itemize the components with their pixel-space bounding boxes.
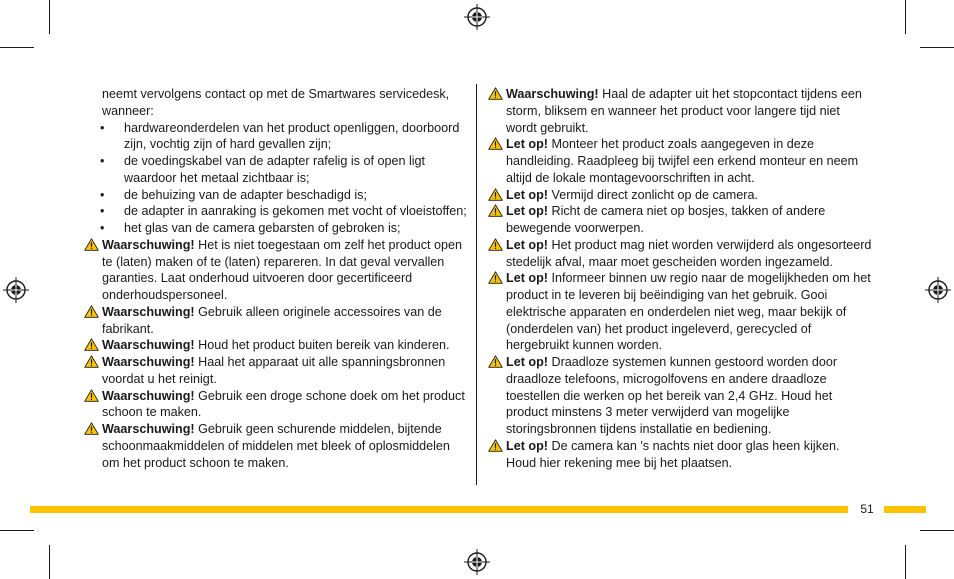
warning-triangle-icon bbox=[488, 188, 503, 201]
bullet-marker: • bbox=[100, 154, 105, 168]
crop-mark bbox=[905, 545, 906, 579]
bullet-marker: • bbox=[100, 204, 105, 219]
list-item bbox=[84, 153, 469, 187]
registration-mark-icon bbox=[925, 277, 951, 303]
caution-note bbox=[488, 438, 873, 472]
warning-triangle-icon bbox=[488, 271, 503, 284]
note-text: Het is niet toegestaan om zelf het product open te (laten) maken of te (laten) repareren. In dat geval vervallen garanties. Laat onderhoud uitvoeren door gecertificeerd onderhoudspersoneel. bbox=[102, 237, 463, 302]
warning-note bbox=[84, 337, 469, 354]
crop-mark bbox=[920, 530, 954, 531]
warning-triangle-icon bbox=[488, 238, 503, 251]
note-label: Waarschuwing! bbox=[102, 422, 195, 436]
list-item bbox=[84, 220, 469, 237]
warning-triangle-icon bbox=[84, 238, 99, 251]
note-label: Let op! bbox=[506, 137, 548, 152]
note-label: Waarschuwing! bbox=[102, 338, 195, 353]
note-label: Let op! bbox=[506, 187, 548, 202]
footer-accent-bar bbox=[884, 506, 926, 513]
warning-note bbox=[84, 421, 469, 471]
note-text: De camera kan 's nachts niet door glas heen kijken. Houd hier rekening mee bij het plaatsen. bbox=[506, 438, 840, 470]
warning-triangle-icon bbox=[488, 439, 503, 452]
warning-triangle-icon bbox=[488, 137, 503, 150]
warning-note bbox=[84, 388, 469, 422]
caution-note bbox=[488, 270, 873, 354]
warning-triangle-icon bbox=[84, 338, 99, 351]
registration-mark-icon bbox=[3, 277, 29, 303]
caution-note bbox=[488, 136, 873, 186]
page-number: 51 bbox=[860, 502, 874, 516]
note-text: Haal het apparaat uit alle spanningsbronnen voordat u het reinigt. bbox=[102, 355, 446, 386]
list-item bbox=[84, 203, 469, 220]
crop-mark bbox=[49, 545, 50, 579]
list-item-text: de behuizing van de adapter beschadigd is; bbox=[124, 187, 367, 202]
warning-triangle-icon bbox=[488, 355, 503, 368]
note-text: Haal de adapter uit het stopcontact tijdens een storm, bliksem en wanneer het product voor langere tijd niet wordt gebruikt. bbox=[506, 87, 862, 135]
left-column bbox=[84, 86, 469, 471]
list-item-text: de voedingskabel van de adapter rafelig is of open ligt waardoor het metaal zichtbaar is; bbox=[124, 154, 426, 185]
note-text: Draadloze systemen kunnen gestoord worden door draadloze telefoons, microgolfovens en andere draadloze toestellen die werken op het bereik van 2,4 GHz. Houd het product minstens 3 meter verwijderd van mogelijke storingsbronnen tijdens installatie en bediening. bbox=[506, 355, 838, 436]
note-label: Waarschuwing! bbox=[102, 304, 195, 319]
note-label: Let op! bbox=[506, 438, 548, 453]
warning-note bbox=[84, 304, 469, 338]
warning-triangle-icon bbox=[84, 389, 99, 402]
note-label: Waarschuwing! bbox=[506, 87, 599, 101]
warning-note bbox=[84, 237, 469, 304]
note-label: Let op! bbox=[506, 237, 548, 252]
bullet-marker: • bbox=[100, 221, 105, 235]
right-column bbox=[488, 86, 873, 471]
list-item bbox=[84, 120, 469, 154]
warning-triangle-icon bbox=[84, 422, 99, 435]
warning-triangle-icon bbox=[488, 87, 503, 100]
caution-note bbox=[488, 354, 873, 438]
caution-note bbox=[488, 187, 873, 204]
crop-mark bbox=[0, 530, 34, 531]
note-text: Vermijd direct zonlicht op de camera. bbox=[547, 187, 758, 202]
footer-accent-bar bbox=[30, 506, 848, 513]
note-text: Het product mag niet worden verwijderd als ongesorteerd stedelijk afval, maar moet gescheiden worden ingezameld. bbox=[506, 237, 872, 269]
caution-note bbox=[488, 237, 873, 271]
registration-mark-icon bbox=[464, 549, 490, 575]
caution-note bbox=[488, 203, 873, 237]
note-text: Gebruik een droge schone doek om het product schoon te maken. bbox=[102, 388, 465, 420]
note-text: Houd het product buiten bereik van kinderen. bbox=[194, 338, 450, 353]
warning-triangle-icon bbox=[84, 305, 99, 318]
intro-paragraph: neemt vervolgens contact op met de Smartwares servicedesk, wanneer: bbox=[102, 87, 450, 118]
bullet-marker: • bbox=[100, 187, 105, 202]
warning-note bbox=[84, 354, 469, 388]
warning-triangle-icon bbox=[84, 355, 99, 368]
list-item-text: de adapter in aanraking is gekomen met vocht of vloeistoffen; bbox=[124, 204, 467, 219]
list-item bbox=[84, 187, 469, 204]
note-label: Let op! bbox=[506, 271, 548, 286]
list-item-text: het glas van de camera gebarsten of gebroken is; bbox=[124, 221, 401, 235]
note-label: Let op! bbox=[506, 204, 548, 219]
note-label: Waarschuwing! bbox=[102, 237, 195, 252]
note-label: Let op! bbox=[506, 355, 548, 369]
note-text: Monteer het product zoals aangegeven in deze handleiding. Raadpleeg bij twijfel een erkend monteur en neem altijd de lokale montagevoorschriften in acht. bbox=[506, 137, 859, 185]
note-text: Informeer binnen uw regio naar de mogelijkheden om het product in te leveren bij beëindiging van het gebruik. Gooi elektrische apparaten en onderdelen niet weg, maar bekijk of (onderdelen van) het product ingeleverd, gerecycled of hergebruikt kunnen worden. bbox=[506, 271, 871, 353]
warning-note bbox=[488, 86, 873, 136]
bullet-list bbox=[84, 120, 469, 237]
note-text: Gebruik alleen originele accessoires van de fabrikant. bbox=[102, 304, 442, 336]
crop-mark bbox=[920, 47, 954, 48]
crop-mark bbox=[0, 47, 34, 48]
note-text: Richt de camera niet op bosjes, takken of andere bewegende voorwerpen. bbox=[506, 204, 826, 235]
registration-mark-icon bbox=[464, 4, 490, 30]
list-item-text: hardwareonderdelen van het product openliggen, doorboord zijn, vochtig zijn of hard gevallen zijn; bbox=[124, 120, 460, 152]
note-label: Waarschuwing! bbox=[102, 388, 195, 403]
note-label: Waarschuwing! bbox=[102, 355, 195, 369]
note-text: Gebruik geen schurende middelen, bijtende schoonmaakmiddelen of middelen met bleek of oplosmiddelen om het product schoon te maken. bbox=[102, 422, 450, 470]
column-divider bbox=[476, 84, 477, 485]
crop-mark bbox=[49, 0, 50, 34]
warning-triangle-icon bbox=[488, 204, 503, 217]
crop-mark bbox=[905, 0, 906, 34]
bullet-marker: • bbox=[100, 120, 105, 135]
